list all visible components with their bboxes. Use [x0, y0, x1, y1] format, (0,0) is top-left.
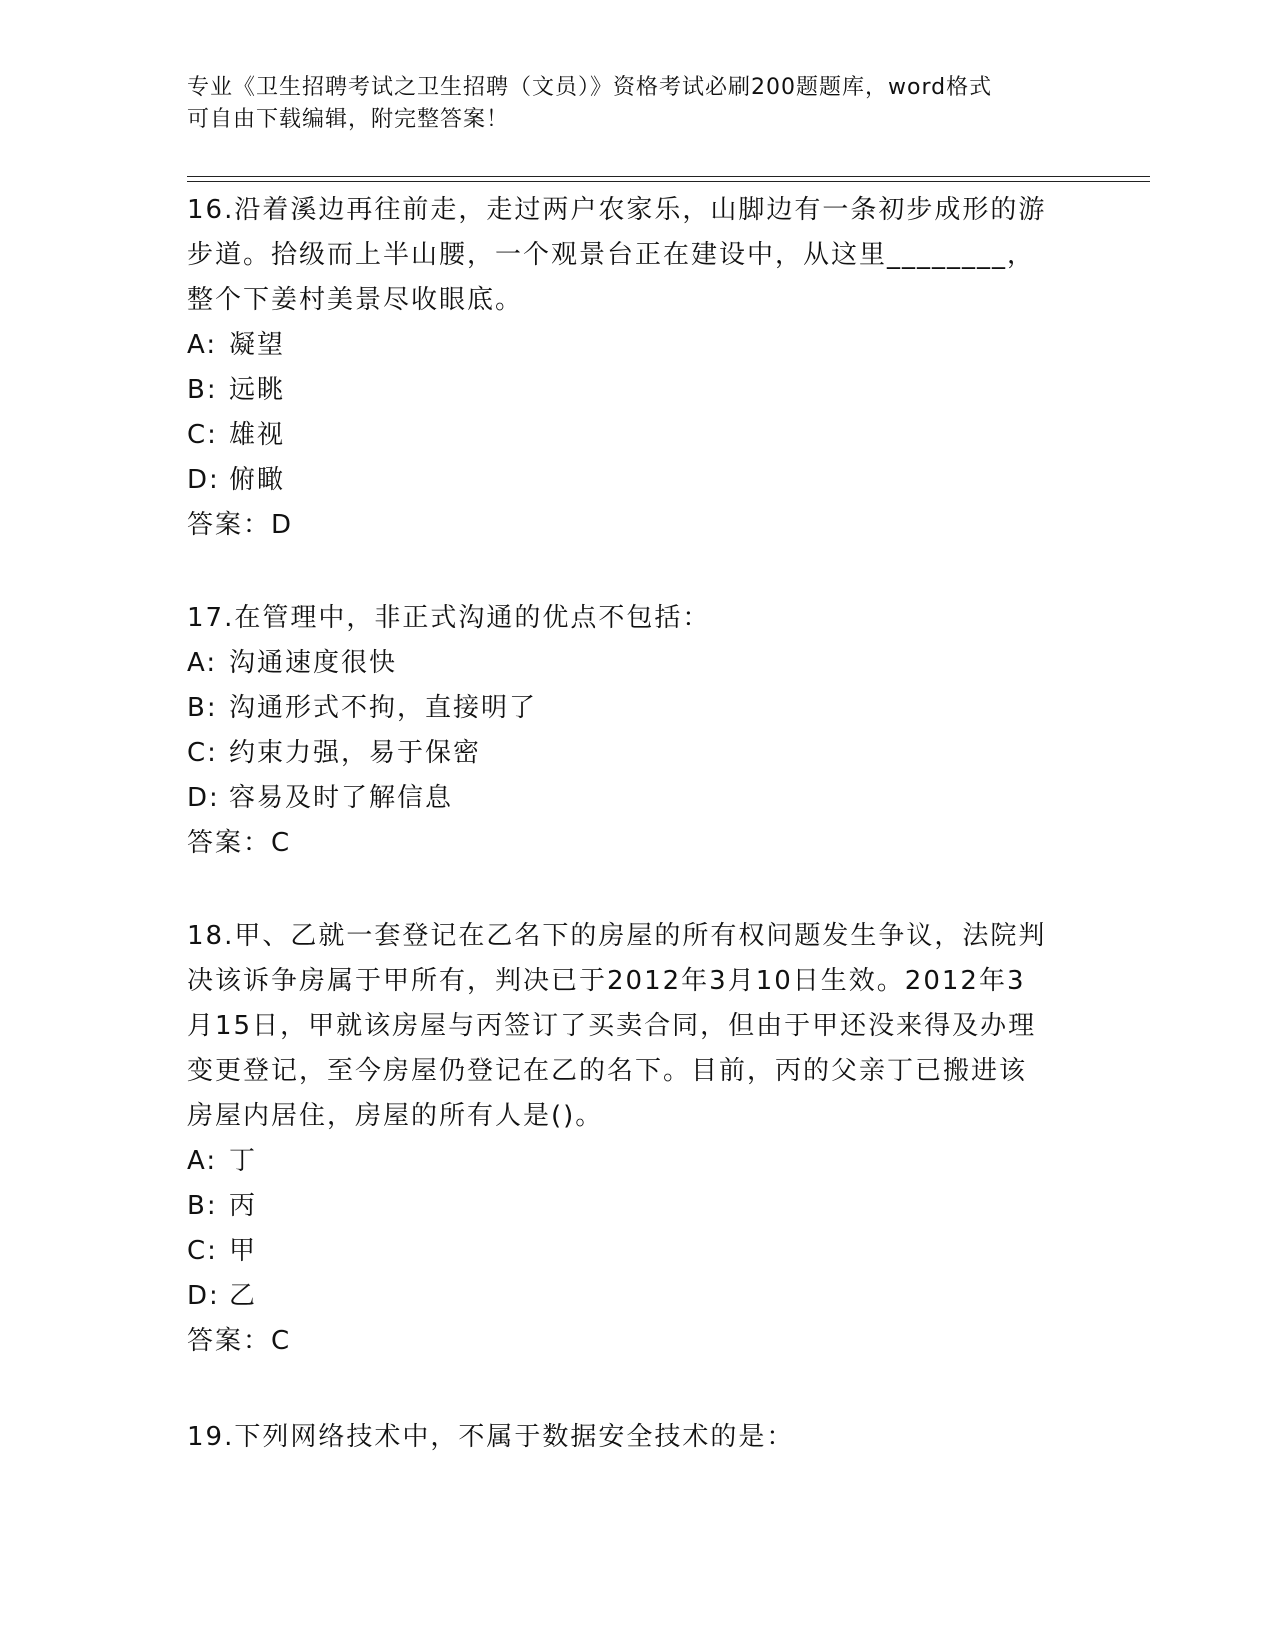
- option-text: 远眺: [229, 375, 286, 405]
- option-key: C:: [187, 1236, 218, 1266]
- option-text: 俯瞰: [229, 465, 286, 495]
- question-stem-line: 17.在管理中，非正式沟通的优点不包括：: [187, 603, 711, 633]
- option-key: B:: [187, 1191, 218, 1221]
- question-16: [187, 188, 1087, 548]
- question-18: [187, 914, 1087, 1364]
- option-c: [187, 413, 1087, 458]
- option-key: A:: [187, 648, 218, 678]
- option-b: [187, 1184, 1087, 1229]
- option-key: D:: [187, 1281, 220, 1311]
- option-text: 凝望: [229, 330, 286, 360]
- option-key: B:: [187, 375, 218, 405]
- option-text: 沟通速度很快: [229, 648, 398, 678]
- header-divider-bottom: [187, 181, 1150, 182]
- option-text: 约束力强，易于保密: [229, 738, 482, 768]
- question-stem-line: 变更登记，至今房屋仍登记在乙的名下。目前，丙的父亲丁已搬进该: [187, 1056, 1028, 1086]
- option-d: [187, 1274, 1087, 1319]
- question-stem-line: 决该诉争房属于甲所有，判决已于2012年3月10日生效。2012年3: [187, 966, 1026, 996]
- option-a: [187, 641, 1087, 686]
- answer-label: 答案：C: [187, 828, 292, 858]
- option-text: 乙: [229, 1281, 258, 1311]
- answer-label: 答案：D: [187, 510, 294, 540]
- option-d: [187, 458, 1087, 503]
- option-d: [187, 776, 1087, 821]
- header-line-2: 可自由下载编辑，附完整答案！: [187, 107, 510, 132]
- option-a: [187, 323, 1087, 368]
- option-key: C:: [187, 738, 218, 768]
- question-stem-line: 19.下列网络技术中，不属于数据安全技术的是：: [187, 1422, 795, 1452]
- option-b: [187, 368, 1087, 413]
- option-text: 容易及时了解信息: [229, 783, 454, 813]
- header-divider-top: [187, 176, 1150, 177]
- option-text: 甲: [229, 1236, 258, 1266]
- option-key: A:: [187, 330, 218, 360]
- question-stem-line: 月15日，甲就该房屋与丙签订了买卖合同，但由于甲还没来得及办理: [187, 1011, 1037, 1041]
- question-stem-line: 步道。拾级而上半山腰，一个观景台正在建设中，从这里________，: [187, 240, 1036, 270]
- option-text: 丙: [229, 1191, 258, 1221]
- question-19: [187, 1415, 1087, 1460]
- answer-label: 答案：C: [187, 1326, 292, 1356]
- option-key: D:: [187, 783, 220, 813]
- question-stem-line: 18.甲、乙就一套登记在乙名下的房屋的所有权问题发生争议，法院判: [187, 921, 1047, 951]
- document-header: [187, 72, 1087, 136]
- option-text: 丁: [229, 1146, 258, 1176]
- option-key: A:: [187, 1146, 218, 1176]
- question-17: [187, 596, 1087, 866]
- option-a: [187, 1139, 1087, 1184]
- question-stem-line: 16.沿着溪边再往前走，走过两户农家乐，山脚边有一条初步成形的游: [187, 195, 1047, 225]
- option-key: B:: [187, 693, 218, 723]
- option-text: 雄视: [229, 420, 286, 450]
- option-key: D:: [187, 465, 220, 495]
- option-c: [187, 1229, 1087, 1274]
- option-text: 沟通形式不拘，直接明了: [229, 693, 538, 723]
- option-b: [187, 686, 1087, 731]
- question-stem-line: 房屋内居住，房屋的所有人是()。: [187, 1101, 604, 1131]
- option-c: [187, 731, 1087, 776]
- question-stem-line: 整个下姜村美景尽收眼底。: [187, 285, 524, 315]
- header-line-1: 专业《卫生招聘考试之卫生招聘（文员）》资格考试必刷200题题库，word格式: [187, 75, 993, 100]
- option-key: C:: [187, 420, 218, 450]
